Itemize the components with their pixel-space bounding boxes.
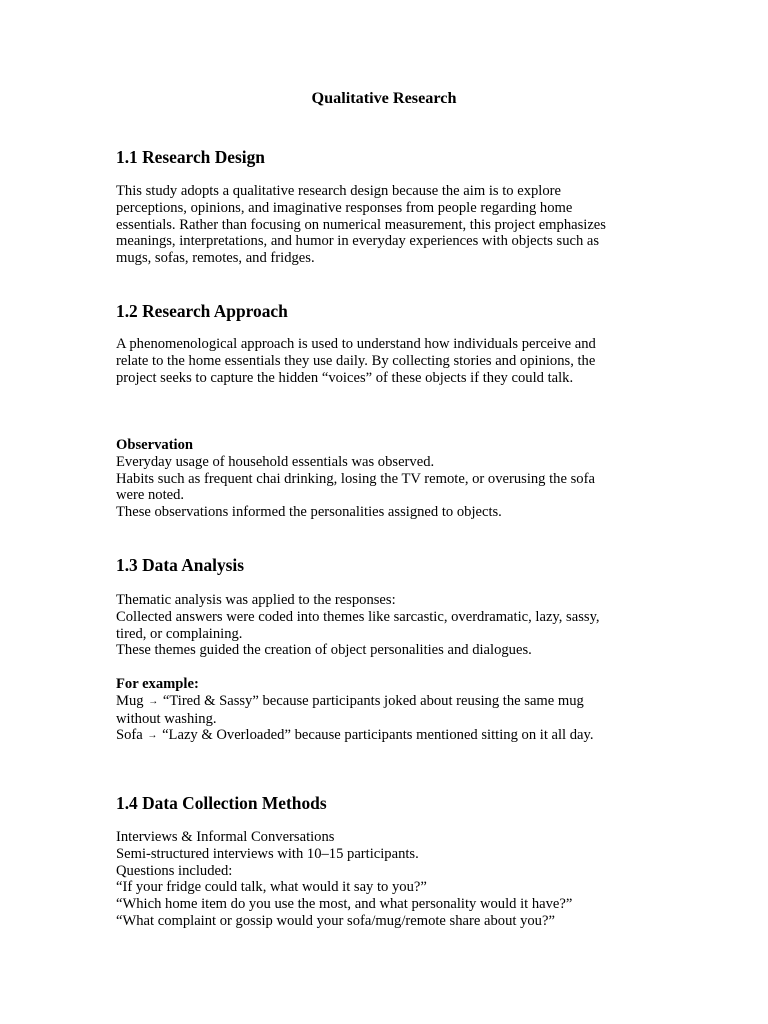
paragraph-line: Thematic analysis was applied to the responses: — [116, 592, 396, 608]
paragraph-line: were noted. — [116, 487, 185, 504]
research-design-paragraph — [116, 183, 656, 267]
research-approach-paragraph — [116, 336, 656, 386]
heading-data-analysis: 1.3 Data Analysis — [116, 555, 245, 575]
paragraph-line: Interviews & Informal Conversations — [116, 829, 335, 845]
data-collection-paragraph — [116, 829, 656, 930]
example-label: For example: — [116, 676, 199, 692]
heading-research-approach: 1.2 Research Approach — [116, 301, 288, 321]
example-text: “Tired & Sassy” because participants joked about reusing the same mug — [162, 692, 584, 709]
examples-block — [116, 676, 656, 745]
heading-data-collection-methods: 1.4 Data Collection Methods — [116, 793, 327, 813]
paragraph-line: relate to the home essentials they use daily. By collecting stories and opinions, the — [116, 352, 596, 369]
paragraph-line: without washing. — [116, 710, 217, 727]
paragraph-line: Semi-structured interviews with 10–15 participants. — [116, 845, 419, 862]
paragraph-line: tired, or complaining. — [116, 625, 243, 642]
example-mug — [116, 693, 656, 711]
question-item: “What complaint or gossip would your sofa/mug/remote share about you?” — [116, 912, 555, 929]
paragraph-line: These observations informed the personalities assigned to objects. — [116, 504, 502, 521]
paragraph-line: A phenomenological approach is used to understand how individuals perceive and — [116, 336, 596, 352]
paragraph-line: These themes guided the creation of object personalities and dialogues. — [116, 642, 532, 659]
paragraph-line: perceptions, opinions, and imaginative responses from people regarding home — [116, 199, 573, 216]
example-sofa — [116, 727, 656, 745]
paragraph-line: essentials. Rather than focusing on numerical measurement, this project emphasizes — [116, 216, 606, 233]
observation-heading: Observation — [116, 437, 194, 453]
heading-research-design: 1.1 Research Design — [116, 147, 265, 167]
document-title: Qualitative Research — [311, 89, 457, 107]
example-object: Mug — [116, 692, 144, 709]
paragraph-line: Collected answers were coded into themes like sarcastic, overdramatic, lazy, sassy, — [116, 608, 600, 625]
paragraph-line: mugs, sofas, remotes, and fridges. — [116, 250, 315, 267]
observation-section — [116, 437, 656, 521]
right-arrow-icon: → — [148, 695, 159, 707]
question-item: “If your fridge could talk, what would it say to you?” — [116, 879, 427, 896]
example-object: Sofa — [116, 727, 143, 744]
question-item: “Which home item do you use the most, and what personality would it have?” — [116, 896, 573, 913]
paragraph-line: Everyday usage of household essentials was observed. — [116, 453, 435, 470]
data-analysis-paragraph — [116, 592, 656, 659]
paragraph-line: project seeks to capture the hidden “voices” of these objects if they could talk. — [116, 369, 574, 386]
paragraph-line: Questions included: — [116, 862, 233, 879]
right-arrow-icon: → — [147, 730, 158, 742]
example-text: “Lazy & Overloaded” because participants mentioned sitting on it all day. — [162, 727, 594, 744]
paragraph-line: Habits such as frequent chai drinking, losing the TV remote, or overusing the sofa — [116, 470, 595, 487]
paragraph-line: This study adopts a qualitative research design because the aim is to explore — [116, 183, 561, 199]
paragraph-line: meanings, interpretations, and humor in everyday experiences with objects such as — [116, 233, 600, 250]
